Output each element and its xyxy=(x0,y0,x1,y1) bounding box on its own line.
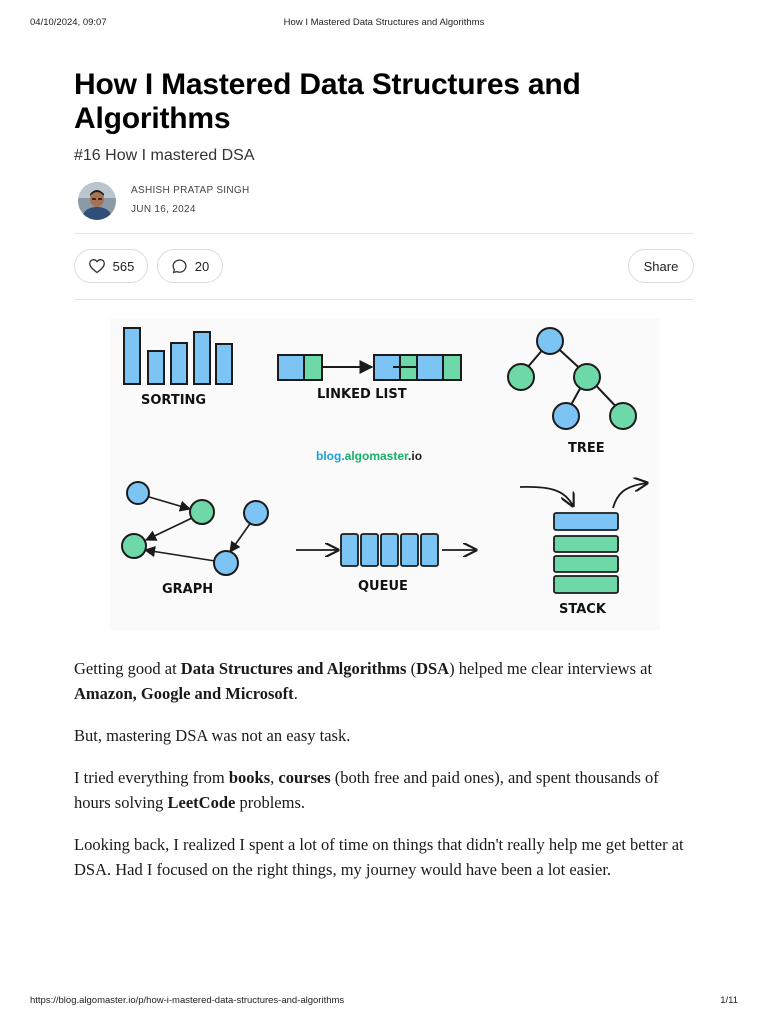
avatar[interactable] xyxy=(78,182,116,220)
page-url: https://blog.algomaster.io/p/how-i-mastered-data-structures-and-algorithms xyxy=(30,995,345,1006)
paragraph: Looking back, I realized I spent a lot of time on things that didn't really help me get better at DSA. Had I focused on the right things, my journey would have been a lot easier. xyxy=(74,835,684,879)
site-io-part: .io xyxy=(408,449,423,463)
paragraph: I tried everything from books, courses (both free and paid ones), and spent thousands of hours solving LeetCode problems. xyxy=(74,768,659,812)
print-doc-title: How I Mastered Data Structures and Algorithms xyxy=(283,17,485,28)
site-blog-part: blog. xyxy=(316,449,345,463)
paragraph: But, mastering DSA was not an easy task. xyxy=(74,726,351,745)
author-name[interactable]: ASHISH PRATAP SINGH xyxy=(131,185,250,196)
label-queue: QUEUE xyxy=(358,579,408,594)
comment-bubble-icon xyxy=(171,258,188,275)
print-header xyxy=(30,17,738,31)
label-stack: STACK xyxy=(559,602,606,617)
linked-list-illustration xyxy=(278,355,461,380)
site-algomaster-part: algomaster xyxy=(344,449,409,463)
hero-image xyxy=(110,318,660,630)
page-number: 1/11 xyxy=(720,995,738,1006)
print-date: 04/10/2024, 09:07 xyxy=(30,17,107,28)
tree-illustration xyxy=(508,328,636,429)
label-sorting: SORTING xyxy=(141,393,207,408)
stack-illustration xyxy=(520,483,647,593)
heart-icon xyxy=(88,258,106,274)
publish-date: JUN 16, 2024 xyxy=(131,204,196,215)
comment-button[interactable] xyxy=(157,249,223,283)
comment-count: 20 xyxy=(194,258,210,274)
divider xyxy=(74,299,694,300)
print-footer xyxy=(30,995,738,1009)
article-title: How I Mastered Data Structures and Algorithms xyxy=(74,68,581,135)
sorting-illustration xyxy=(124,328,232,384)
share-button[interactable]: Share xyxy=(628,249,694,283)
like-button[interactable] xyxy=(74,249,148,283)
article-subtitle: #16 How I mastered DSA xyxy=(74,147,255,164)
divider xyxy=(74,233,694,234)
queue-illustration xyxy=(296,534,476,566)
label-tree: TREE xyxy=(568,441,605,456)
like-count: 565 xyxy=(112,258,135,274)
site-watermark xyxy=(316,449,422,463)
label-graph: GRAPH xyxy=(162,582,214,597)
label-linked-list: LINKED LIST xyxy=(317,387,407,402)
article-body xyxy=(74,656,696,899)
paragraph: Getting good at Data Structures and Algorithms (DSA) helped me clear interviews at Amazon, Google and Microsoft. xyxy=(74,659,653,703)
